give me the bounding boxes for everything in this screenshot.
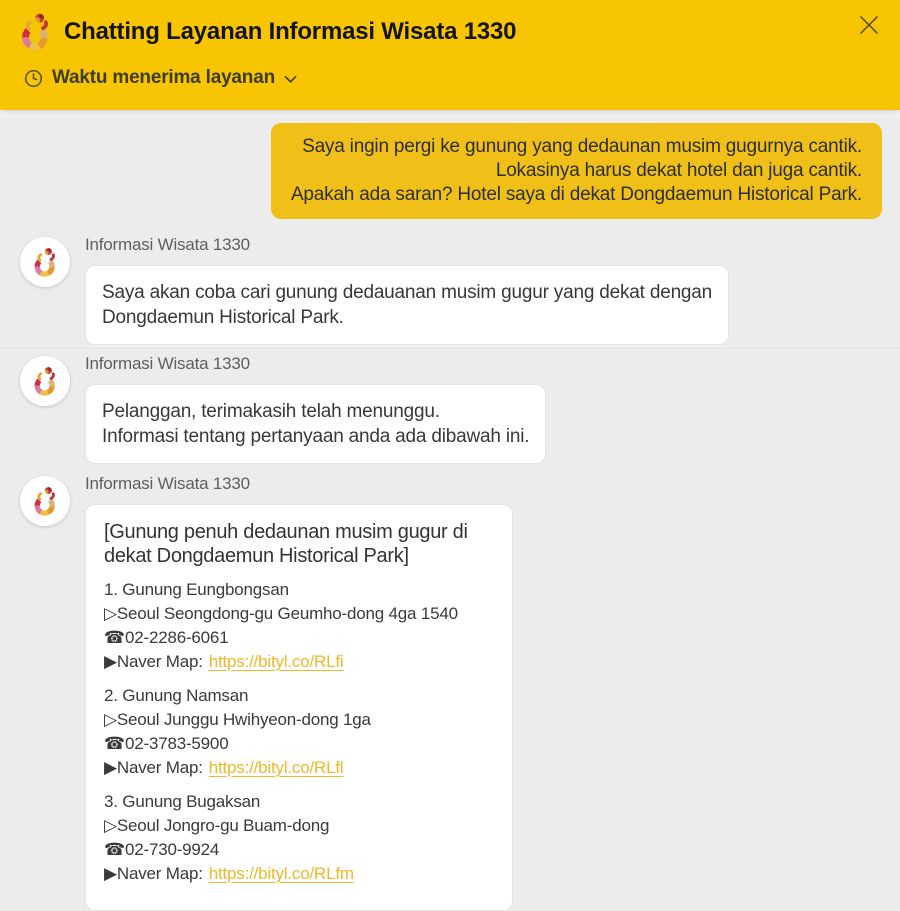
naver-map-link[interactable]: https://bityl.co/RLfm [208, 864, 354, 883]
bot-message-line: Informasi tentang pertanyaan anda ada dibawah ini. [102, 426, 530, 447]
bot-message-line: Pelanggan, terimakasih telah menunggu. [102, 401, 440, 422]
bot-avatar [20, 356, 70, 406]
bot-message-line: Saya akan coba cari gunung dedauanan musim gugur yang dekat dengan [102, 282, 713, 303]
user-message-line: Saya ingin pergi ke gunung yang dedaunan musim gugurnya cantik. [302, 136, 862, 157]
bot-message-group [0, 473, 900, 911]
header-shadow [0, 110, 900, 119]
mountain-address: ▷Seoul Seongdong-gu Geumho-dong 4ga 1540 [104, 604, 458, 623]
bot-message-bubble [85, 384, 546, 464]
bot-name: Informasi Wisata 1330 [85, 474, 250, 493]
bot-message-bubble [85, 265, 729, 345]
mountain-entry [104, 684, 494, 780]
chat-header [0, 0, 900, 110]
close-icon[interactable] [854, 10, 884, 40]
user-message-line: Apakah ada saran? Hotel saya di dekat Dongdaemun Historical Park. [290, 184, 862, 205]
mountain-address: ▷Seoul Jongro-gu Buam-dong [104, 816, 330, 835]
bot-message-group [0, 234, 900, 345]
bot-avatar [20, 476, 70, 526]
mountain-entry [104, 578, 494, 674]
user-message-bubble [271, 123, 882, 219]
clock-icon [24, 69, 43, 88]
bot-name: Informasi Wisata 1330 [85, 354, 250, 373]
service-hours-label: Waktu menerima layanan [52, 67, 275, 88]
bot-avatar [20, 237, 70, 287]
bot-message-line: Dongdaemun Historical Park. [102, 307, 344, 328]
mountain-map-row [104, 862, 494, 886]
chevron-down-icon [284, 75, 297, 84]
mountain-phone: ☎02-730-9924 [104, 840, 220, 859]
mountain-address: ▷Seoul Junggu Hwihyeon-dong 1ga [104, 710, 371, 729]
map-label: ▶Naver Map: [104, 864, 203, 883]
message-divider [0, 346, 900, 348]
mountain-name: 3. Gunung Bugaksan [104, 792, 261, 811]
naver-map-link[interactable]: https://bityl.co/RLfi [208, 652, 344, 671]
chat-area[interactable] [0, 110, 900, 900]
naver-map-link[interactable]: https://bityl.co/RLfl [208, 758, 344, 777]
mountain-name: 1. Gunung Eungbongsan [104, 580, 289, 599]
mountain-name: 2. Gunung Namsan [104, 686, 249, 705]
mountain-phone: ☎02-3783-5900 [104, 734, 229, 753]
bot-info-bubble [85, 504, 513, 911]
map-label: ▶Naver Map: [104, 758, 203, 777]
map-label: ▶Naver Map: [104, 652, 203, 671]
page-title: Chatting Layanan Informasi Wisata 1330 [64, 18, 517, 45]
mountain-map-row [104, 756, 494, 780]
user-message-line: Lokasinya harus dekat hotel dan juga cantik. [495, 160, 862, 181]
bot-message-group [0, 353, 900, 464]
mountain-entry [104, 790, 494, 886]
mascot-logo-icon [14, 10, 58, 54]
service-hours-toggle[interactable] [24, 67, 297, 89]
mountain-map-row [104, 650, 494, 674]
info-heading: [Gunung penuh dedaunan musim gugur di dekat Dongdaemun Historical Park] [104, 521, 468, 567]
bot-name: Informasi Wisata 1330 [85, 235, 250, 254]
mountain-phone: ☎02-2286-6061 [104, 628, 229, 647]
